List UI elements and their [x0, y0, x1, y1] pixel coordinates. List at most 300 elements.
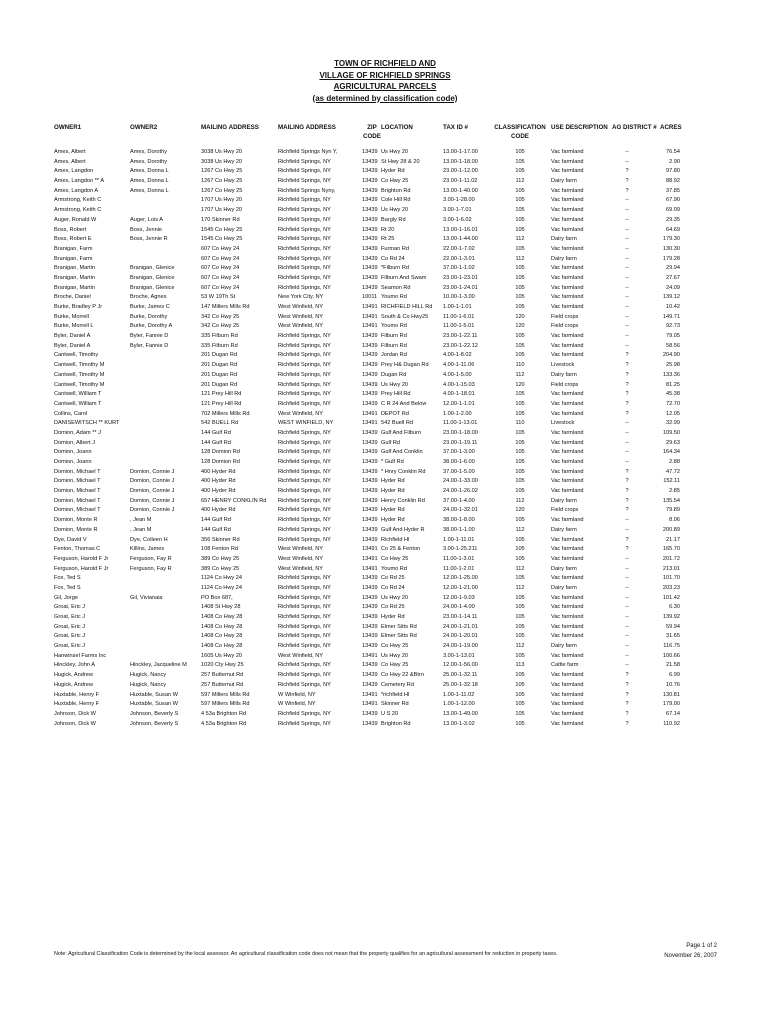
cell-mailing-address: 1707 Us Hwy 20 — [201, 207, 243, 214]
cell-zip: 13439 — [362, 400, 378, 407]
cell-use-description: Vac farmland — [551, 333, 584, 340]
cell-owner1: Burke, Morrell — [54, 313, 89, 320]
cell-location: Co 25 & Fenton — [381, 546, 421, 553]
cell-mailing-city: Richfield Springs, NY — [278, 216, 331, 223]
cell-owner1: Groat, Eric J — [54, 614, 86, 620]
cell-owner2: Domion, Connie J — [130, 497, 175, 504]
cell-ag-district: -- — [625, 633, 629, 640]
cell-owner2: Dye, Colleen H — [130, 536, 168, 543]
cell-acres: 2.88 — [669, 459, 680, 465]
cell-owner2: Byler, Fannie D — [130, 333, 169, 340]
cell-acres: 37.85 — [666, 187, 680, 194]
table-row — [0, 574, 770, 584]
cell-mailing-address: 356 Skinner Rd — [201, 536, 240, 543]
cell-classification: 105 — [515, 400, 525, 407]
table-row — [0, 293, 770, 303]
cell-use-description: Vac farmland — [551, 633, 584, 640]
cell-mailing-address: 257 Butternut Rd — [201, 681, 244, 688]
cell-acres: 79.05 — [666, 333, 680, 340]
table-row — [0, 410, 770, 420]
page-number: Page 1 of 2 — [686, 943, 717, 949]
header-acres: ACRES — [660, 124, 682, 131]
table-row — [0, 303, 770, 313]
table-row — [0, 429, 770, 439]
cell-mailing-city: Richfield Springs, NY — [278, 536, 331, 543]
cell-tax-id: 13.00-1-17.00 — [443, 149, 478, 155]
cell-ag-district: -- — [625, 304, 629, 310]
cell-owner2: Hugick, Nancy — [130, 681, 167, 688]
cell-owner1: Ferguson, Harold F Jr — [54, 565, 109, 572]
cell-location: *richfield Hl — [381, 691, 410, 698]
cell-mailing-city: Richfield Springs, NY — [278, 488, 331, 495]
cell-zip: 13439 — [362, 265, 378, 272]
cell-owner1: Ames, Albert — [54, 158, 86, 165]
cell-mailing-address: 1124 Co Hwy 24 — [201, 575, 242, 582]
cell-use-description: Vac farmland — [551, 604, 584, 611]
header-zip — [363, 123, 381, 141]
cell-mailing-address: 335 Filburn Rd — [201, 333, 238, 340]
cell-use-description: Dairy farm — [551, 236, 577, 243]
cell-classification: 105 — [515, 265, 525, 272]
cell-mailing-city: Richfield Springs, NY — [278, 575, 331, 582]
cell-tax-id: 3.00-1-13.01 — [443, 652, 475, 659]
cell-mailing-address: 400 Hyder Rd — [201, 507, 236, 514]
cell-mailing-address: 400 Hyder Rd — [201, 478, 236, 485]
cell-ag-district: -- — [625, 594, 629, 601]
cell-ag-district: ? — [625, 488, 629, 495]
cell-acres: 21.17 — [666, 536, 680, 543]
cell-classification: 105 — [515, 207, 525, 214]
cell-acres: 8.06 — [669, 517, 680, 524]
cell-location: Prey Hill Rd — [381, 391, 411, 398]
cell-acres: 200.89 — [662, 526, 680, 533]
cell-owner2: Huxtable, Susan W — [130, 701, 178, 708]
table-row — [0, 526, 770, 536]
cell-zip: 13439 — [362, 352, 378, 359]
cell-ag-district: -- — [625, 439, 629, 446]
cell-acres: 152.11 — [663, 478, 680, 485]
cell-use-description: Field crops — [551, 381, 579, 388]
cell-mailing-address: 128 Domion Rd — [201, 449, 240, 456]
cell-tax-id: 3.00-1-6.02 — [443, 216, 472, 223]
cell-owner2: Ferguson, Fay R — [130, 555, 172, 562]
cell-owner1: Domion, Michael T — [54, 497, 101, 504]
table-row — [0, 264, 770, 274]
cell-mailing-city: Richfield Springs, NY — [278, 614, 331, 620]
cell-location: Hyder Rd — [381, 517, 405, 524]
cell-acres: 92.73 — [666, 323, 680, 330]
cell-tax-id: 23.00-1-12.00 — [443, 168, 478, 175]
cell-tax-id: 38.00-1-1.00 — [443, 526, 475, 533]
cell-mailing-city: Richfield Springs, NY — [278, 371, 331, 378]
cell-ag-district: ? — [625, 168, 629, 175]
cell-classification: 120 — [515, 323, 525, 330]
cell-owner2: Ames, Donna L — [130, 187, 169, 194]
cell-owner1: Branigan, Martin — [54, 284, 96, 291]
cell-owner2: Branigan, Glenice — [130, 284, 175, 291]
table-row — [0, 313, 770, 323]
cell-tax-id: 24.00-1-33.00 — [443, 478, 478, 485]
cell-mailing-address: 108 Fenton Rd — [201, 546, 239, 553]
cell-owner1: Boss, Robert E — [54, 236, 92, 243]
cell-tax-id: 10.00-1-3.00 — [443, 294, 475, 301]
cell-location: Co Rd 25 — [381, 575, 405, 582]
cell-mailing-address: 257 Butternut Rd — [201, 672, 244, 679]
cell-zip: 13439 — [362, 468, 378, 475]
parcel-table — [0, 148, 770, 729]
cell-mailing-address: 1707 Us Hwy 20 — [201, 197, 243, 204]
cell-owner1: Ames, Albert — [54, 149, 86, 155]
cell-tax-id: 12.00-1-1.01 — [443, 400, 475, 407]
cell-ag-district: -- — [625, 216, 629, 223]
cell-zip: 13439 — [362, 594, 378, 601]
cell-zip: 13439 — [362, 459, 378, 465]
cell-mailing-address: 1408 Co Hwy 28 — [201, 643, 243, 650]
cell-classification: 113 — [515, 662, 525, 669]
table-row — [0, 187, 770, 197]
cell-classification: 105 — [515, 274, 525, 281]
cell-mailing-city: West Winfield, NY — [278, 313, 323, 320]
cell-mailing-address: 144 Gulf Rd — [201, 429, 231, 436]
cell-mailing-city: West Winfield, NY — [278, 652, 323, 659]
cell-location: South & Co Hwy25 — [381, 313, 429, 320]
table-row — [0, 536, 770, 546]
cell-classification: 112 — [515, 497, 525, 504]
cell-ag-district: -- — [625, 226, 629, 233]
cell-mailing-city: W Winfield, NY — [278, 701, 316, 708]
cell-ag-district: -- — [625, 323, 629, 330]
cell-owner2: Ames, Dorothy — [130, 149, 167, 155]
cell-acres: 45.38 — [666, 391, 680, 398]
cell-zip: 13439 — [362, 207, 378, 214]
cell-mailing-address: 1124 Co Hwy 24 — [201, 584, 242, 591]
cell-mailing-address: 144 Gulf Rd — [201, 517, 231, 524]
cell-use-description: Dairy farm — [551, 565, 577, 572]
table-row — [0, 468, 770, 478]
cell-owner1: Branigan, Farm — [54, 245, 93, 252]
cell-classification: 105 — [515, 478, 525, 485]
cell-owner2: Broche, Agnes — [130, 294, 167, 301]
cell-mailing-address: 702 Millers Mills Rd — [201, 410, 250, 417]
cell-ag-district: -- — [625, 449, 629, 456]
cell-classification: 105 — [515, 681, 525, 688]
cell-classification: 120 — [515, 507, 525, 514]
cell-tax-id: 38.00-1-6.00 — [443, 459, 475, 465]
cell-use-description: Vac farmland — [551, 168, 584, 175]
cell-owner2: Johnson, Beverly S — [130, 710, 179, 717]
cell-classification: 105 — [515, 216, 525, 223]
cell-acres: 116.75 — [663, 643, 680, 650]
cell-mailing-city: Richfield Springs, NY — [278, 526, 331, 533]
cell-classification: 105 — [515, 575, 525, 582]
cell-owner1: Byler, Daniel A — [54, 333, 91, 340]
cell-tax-id: 37.00-1-5.00 — [443, 468, 475, 475]
cell-mailing-city: Richfield Springs, NY — [278, 662, 331, 669]
cell-zip: 13439 — [362, 623, 378, 630]
cell-tax-id: 38.00-1-8.00 — [443, 517, 475, 524]
cell-acres: 2.85 — [669, 488, 680, 495]
cell-ag-district: -- — [625, 207, 629, 214]
cell-owner1: Domion, Michael T — [54, 478, 101, 485]
cell-use-description: Vac farmland — [551, 575, 584, 582]
cell-location: Hyder Rd — [381, 488, 405, 495]
cell-owner1: Burke, Morrell L — [54, 323, 94, 330]
table-row — [0, 700, 770, 710]
table-row — [0, 565, 770, 575]
cell-mailing-city: West Winfield, NY — [278, 555, 323, 562]
table-row — [0, 691, 770, 701]
cell-location: Co Hwy 22 &Btrn — [381, 672, 424, 679]
cell-owner2: Branigan, Glenice — [130, 274, 175, 281]
cell-ag-district: -- — [625, 342, 629, 349]
cell-mailing-city: Richfield Springs, NY — [278, 710, 331, 717]
cell-location: Brighton Rd — [381, 720, 411, 727]
cell-use-description: Vac farmland — [551, 488, 584, 495]
cell-tax-id: 4.00-1-8.02 — [443, 352, 472, 359]
cell-mailing-city: Richfield Springs, NY — [278, 643, 331, 650]
cell-owner2: Domion, Connie J — [130, 468, 175, 475]
cell-tax-id: 22.00-1-7.02 — [443, 245, 475, 252]
cell-zip: 13491 — [362, 701, 378, 708]
cell-classification: 105 — [515, 429, 525, 436]
cell-owner1: Cantwell, Timothy M — [54, 381, 105, 388]
table-row — [0, 661, 770, 671]
cell-owner2: Ferguson, Fay R — [130, 565, 172, 572]
document-title — [0, 58, 770, 104]
cell-mailing-address: 3038 Us Hwy 20 — [201, 158, 243, 165]
cell-mailing-city: New York City, NY — [278, 294, 324, 301]
cell-acres: 204.90 — [662, 352, 680, 359]
cell-acres: 12.05 — [666, 410, 680, 417]
cell-location: Elmer Sitts Rd — [381, 633, 417, 640]
cell-zip: 13439 — [362, 371, 378, 378]
cell-ag-district: -- — [625, 197, 629, 204]
cell-zip: 13439 — [362, 178, 378, 185]
cell-use-description: Dairy farm — [551, 584, 577, 591]
cell-location: Us Hwy 20 — [381, 149, 409, 155]
cell-acres: 76.54 — [666, 149, 680, 155]
cell-acres: 2.90 — [669, 158, 680, 165]
cell-ag-district: ? — [625, 381, 629, 388]
cell-owner2: Hugick, Nancy — [130, 672, 167, 679]
cell-owner1: Gil, Jorge — [54, 594, 78, 601]
cell-ag-district: -- — [625, 652, 629, 659]
cell-acres: 32.99 — [666, 420, 680, 427]
cell-owner2: Burke, Dorothy A — [130, 323, 173, 330]
cell-mailing-address: 144 Gulf Rd — [201, 526, 231, 533]
cell-mailing-city: West Winfield, NY — [278, 565, 323, 572]
cell-ag-district: -- — [625, 236, 629, 243]
cell-acres: 149.71 — [662, 313, 680, 320]
table-row — [0, 632, 770, 642]
cell-tax-id: 12.00-1-21.00 — [443, 584, 478, 591]
cell-tax-id: 24.00-1-19.00 — [443, 643, 478, 650]
cell-ag-district: ? — [625, 352, 629, 359]
cell-zip: 13439 — [362, 391, 378, 398]
table-row — [0, 400, 770, 410]
cell-owner2: Domion, Connie J — [130, 488, 175, 495]
cell-owner1: Johnson, Dick W — [54, 720, 96, 727]
cell-use-description: Vac farmland — [551, 614, 584, 620]
cell-acres: 133.36 — [662, 371, 680, 378]
cell-acres: 27.67 — [666, 274, 680, 281]
cell-tax-id: 22.00-1-3.01 — [443, 255, 475, 262]
cell-use-description: Vac farmland — [551, 187, 584, 194]
cell-mailing-address: 389 Co Hwy 25 — [201, 565, 240, 572]
cell-tax-id: 3.00-1-28.00 — [443, 197, 475, 204]
cell-tax-id: 23.00-1-19.11 — [443, 439, 478, 446]
cell-ag-district: -- — [625, 459, 629, 465]
table-row — [0, 274, 770, 284]
cell-owner1: Byler, Daniel A — [54, 342, 91, 349]
cell-location: Hyder Rd — [381, 614, 405, 620]
cell-owner2: Burke, Dorothy — [130, 313, 168, 320]
cell-acres: 67.14 — [666, 710, 680, 717]
cell-acres: 100.66 — [662, 652, 680, 659]
cell-acres: 72.70 — [666, 400, 680, 407]
cell-classification: 105 — [515, 158, 525, 165]
cell-use-description: Field crops — [551, 313, 579, 320]
cell-tax-id: 12.00-1-9.03 — [443, 594, 475, 601]
cell-owner1: Groat, Eric J — [54, 633, 86, 640]
cell-zip: 13439 — [362, 517, 378, 524]
cell-mailing-city: Richfield Springs, NY — [278, 207, 331, 214]
cell-zip: 13439 — [362, 342, 378, 349]
cell-zip: 13439 — [362, 362, 378, 369]
cell-mailing-address: 201 Dugan Rd — [201, 371, 238, 378]
cell-mailing-city: Richfield Springs, NY — [278, 265, 331, 272]
cell-ag-district: -- — [625, 429, 629, 436]
cell-location: Bargly Rd — [381, 216, 406, 223]
table-row — [0, 245, 770, 255]
cell-mailing-city: Richfield Springs Nyn Y, — [278, 149, 338, 155]
cell-tax-id: 11.00-1-5.01 — [443, 323, 475, 330]
cell-mailing-address: 4 53a Brighton Rd — [201, 710, 247, 717]
cell-use-description: Dairy farm — [551, 526, 577, 533]
cell-classification: 105 — [515, 284, 525, 291]
cell-ag-district: ? — [625, 691, 629, 698]
table-row — [0, 255, 770, 265]
header-classification-line2: CODE — [511, 133, 529, 140]
table-row — [0, 555, 770, 565]
cell-tax-id: 12.00-1-25.00 — [443, 575, 478, 582]
cell-mailing-city: Richfield Springs, NY — [278, 468, 331, 475]
cell-tax-id: 13.00-1-40.00 — [443, 187, 478, 194]
cell-location: Gulf And Filburn — [381, 429, 422, 436]
cell-tax-id: 11.00-1-13.01 — [443, 420, 478, 427]
table-row — [0, 226, 770, 236]
cell-use-description: Vac farmland — [551, 536, 584, 543]
cell-use-description: Vac farmland — [551, 701, 584, 708]
cell-zip: 13491 — [362, 691, 378, 698]
cell-use-description: Cattle farm — [551, 662, 579, 669]
cell-mailing-address: 1408 St Hwy 28 — [201, 604, 241, 611]
cell-owner1: Groat, Eric J — [54, 623, 86, 630]
cell-use-description: Vac farmland — [551, 439, 584, 446]
cell-ag-district: ? — [625, 468, 629, 475]
cell-mailing-city: Richfield Springs, NY — [278, 459, 331, 465]
cell-owner1: Cantwell, Timothy M — [54, 371, 105, 378]
table-row — [0, 594, 770, 604]
cell-zip: 13439 — [362, 536, 378, 543]
header-tax-id: TAX ID # — [443, 124, 468, 131]
cell-ag-district: ? — [625, 478, 629, 485]
cell-use-description: Dairy farm — [551, 255, 577, 262]
cell-tax-id: 1.00-1-12.00 — [443, 701, 475, 708]
cell-zip: 13439 — [362, 245, 378, 252]
cell-acres: 29.94 — [666, 265, 680, 272]
cell-mailing-address: 607 Co Hwy 24 — [201, 265, 240, 272]
cell-mailing-city: Richfield Springs, NY — [278, 507, 331, 514]
cell-use-description: Vac farmland — [551, 720, 584, 727]
cell-ag-district: -- — [625, 614, 629, 620]
cell-tax-id: 24.00-1-4.00 — [443, 604, 475, 611]
cell-location: Gulf And Hyder R — [381, 526, 425, 533]
header-mailing-address-2: MAILING ADDRESS — [278, 124, 336, 131]
cell-classification: 105 — [515, 710, 525, 717]
cell-owner2: Branigan, Glenice — [130, 265, 175, 272]
table-row — [0, 342, 770, 352]
cell-zip: 13439 — [362, 681, 378, 688]
cell-use-description: Field crops — [551, 507, 579, 514]
cell-classification: 105 — [515, 342, 525, 349]
cell-mailing-address: 128 Domion Rd — [201, 459, 240, 465]
cell-acres: 64.69 — [666, 226, 680, 233]
cell-owner1: Hanwinsel Farms Inc — [54, 652, 107, 659]
cell-classification: 105 — [515, 304, 525, 310]
cell-owner1: Branigan, Farm — [54, 255, 93, 262]
cell-use-description: Dairy farm — [551, 643, 577, 650]
cell-classification: 105 — [515, 623, 525, 630]
cell-use-description: Vac farmland — [551, 274, 584, 281]
cell-use-description: Vac farmland — [551, 594, 584, 601]
cell-zip: 13439 — [362, 333, 378, 340]
table-row — [0, 216, 770, 226]
cell-ag-district: -- — [625, 575, 629, 582]
cell-mailing-city: W Winfield, NY — [278, 691, 316, 698]
cell-zip: 13439 — [362, 478, 378, 485]
cell-tax-id: 1.00-1-11.02 — [443, 691, 475, 698]
cell-location: Cemetery Rd — [381, 681, 414, 688]
cell-acres: 67.90 — [666, 197, 680, 204]
cell-ag-district: ? — [625, 410, 629, 417]
cell-location: Co Hwy 25 — [381, 662, 409, 669]
cell-mailing-address: 170 Skinner Rd — [201, 216, 240, 223]
cell-ag-district: -- — [625, 255, 629, 262]
cell-mailing-city: Richfield Springs, NY — [278, 342, 331, 349]
cell-acres: 213.01 — [662, 565, 680, 572]
cell-owner1: Branigan, Martin — [54, 265, 96, 272]
cell-classification: 105 — [515, 672, 525, 679]
cell-zip: 13439 — [362, 429, 378, 436]
cell-ag-district: -- — [625, 245, 629, 252]
cell-mailing-address: 1605 Us Hwy 20 — [201, 652, 243, 659]
cell-use-description: Vac farmland — [551, 391, 584, 398]
cell-mailing-address: 1545 Co Hwy 25 — [201, 236, 243, 243]
cell-location: Seamon Rd — [381, 284, 411, 291]
cell-location: Henry Conklin Rd — [381, 497, 425, 504]
table-row — [0, 419, 770, 429]
cell-mailing-city: Richfield Springs, NY — [278, 681, 331, 688]
cell-tax-id: 13.00-1-49.00 — [443, 710, 478, 717]
cell-tax-id: 37.00-1-1.02 — [443, 265, 475, 272]
cell-owner1: Ames, Langdon — [54, 168, 94, 175]
cell-location: Jordan Rd — [381, 352, 407, 359]
cell-acres: 21.58 — [666, 662, 680, 669]
cell-location: Us Hwy 20 — [381, 652, 409, 659]
cell-owner1: Branigan, Martin — [54, 274, 96, 281]
cell-use-description: Vac farmland — [551, 546, 584, 553]
